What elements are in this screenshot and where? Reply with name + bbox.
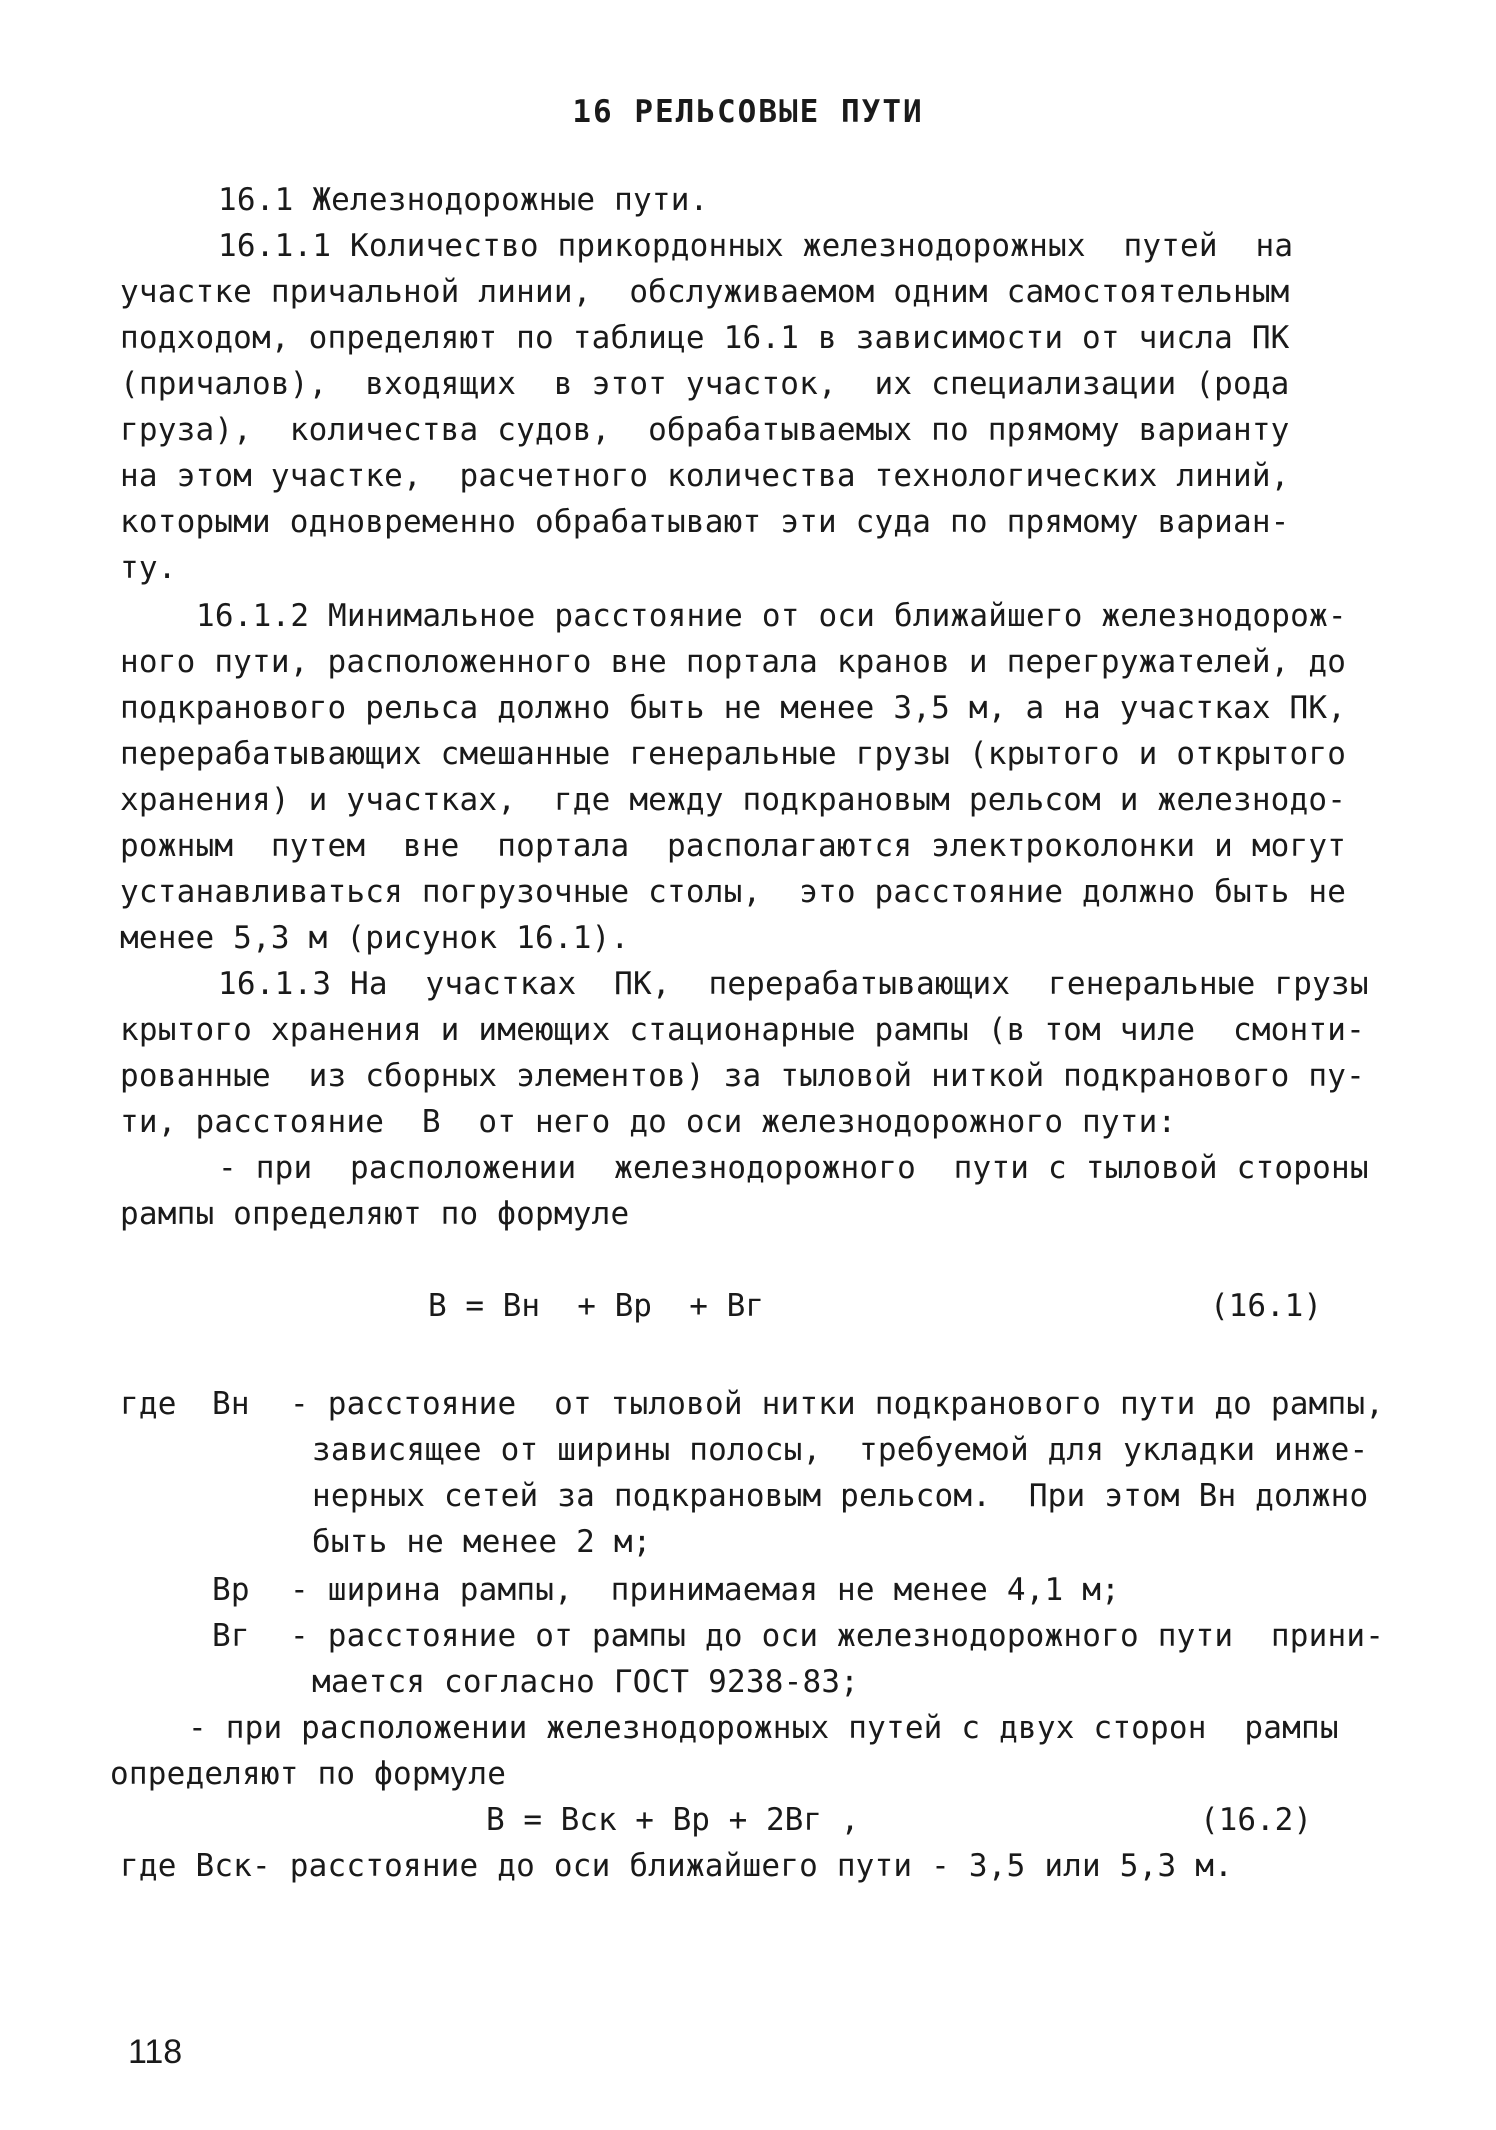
paragraph-line: хранения) и участках, где между подкрановым рельсом и железнодо- (120, 782, 1347, 818)
formula-16-2: В = Вск + Вр + 2Вг , (486, 1802, 860, 1838)
paragraph-line: участке причальной линии, обслуживаемом одним самостоятельным (120, 274, 1290, 310)
paragraph-line: 16.1.1 Количество прикордонных железнодорожных путей на (218, 228, 1294, 264)
formula-16-1: В = Вн + Вр + Вг (428, 1288, 764, 1324)
paragraph-line: 16.1.3 На участках ПК, перерабатывающих генеральные грузы (218, 966, 1369, 1002)
paragraph-line: перерабатывающих смешанные генеральные грузы (крытого и открытого (120, 736, 1347, 772)
page-number: 118 (128, 2033, 183, 2071)
term-vr: Вр (212, 1572, 250, 1608)
definition-line: - ширина рампы, принимаемая не менее 4,1 м; (290, 1572, 1120, 1608)
equation-number-16-1: (16.1) (1210, 1288, 1322, 1324)
equation-number-16-2: (16.2) (1200, 1802, 1312, 1838)
paragraph-line: (причалов), входящих в этот участок, их специализации (рода (120, 366, 1290, 402)
paragraph-line: рампы определяют по формуле (120, 1196, 630, 1232)
paragraph-line: 16.1.2 Минимальное расстояние от оси ближайшего железнодорож- (196, 598, 1347, 634)
definition-line: мается согласно ГОСТ 9238-83; (312, 1664, 860, 1700)
paragraph-line: менее 5,3 м (рисунок 16.1). (120, 920, 630, 956)
definition-line: - расстояние от рампы до оси железнодорожного пути прини- (290, 1618, 1385, 1654)
formula-legend-16-2: где Вск- расстояние до оси ближайшего пути - 3,5 или 5,3 м. (120, 1848, 1233, 1884)
definition-line: зависящее от ширины полосы, требуемой для укладки инже- (312, 1432, 1369, 1468)
paragraph-line: рованные из сборных элементов) за тыловой ниткой подкранового пу- (120, 1058, 1365, 1094)
definition-line: - расстояние от тыловой нитки подкранового пути до рампы, (290, 1386, 1385, 1422)
definition-line: быть не менее 2 м; (312, 1524, 652, 1560)
paragraph-line: которыми одновременно обрабатывают эти суда по прямому вариан- (120, 504, 1290, 540)
paragraph-line: - при расположении железнодорожных путей с двух сторон рампы (188, 1710, 1339, 1746)
paragraph-line: ту. (120, 550, 177, 586)
paragraph-line: крытого хранения и имеющих стационарные рампы (в том чиле смонти- (120, 1012, 1365, 1048)
paragraph-line: - при расположении железнодорожного пути с тыловой стороны (218, 1150, 1369, 1186)
section-title: 16 РЕЛЬСОВЫЕ ПУТИ (572, 94, 924, 130)
paragraph-line: подходом, определяют по таблице 16.1 в зависимости от числа ПК (120, 320, 1290, 356)
paragraph-line: устанавливаться погрузочные столы, это расстояние должно быть не (120, 874, 1347, 910)
definition-line: нерных сетей за подкрановым рельсом. При этом Вн должно (312, 1478, 1369, 1514)
paragraph-line: подкранового рельса должно быть не менее 3,5 м, а на участках ПК, (120, 690, 1347, 726)
term-vn: Вн (212, 1386, 250, 1422)
subsection-heading-16-1: 16.1 Железнодорожные пути. (218, 182, 709, 218)
where-label: где (120, 1386, 177, 1422)
paragraph-line: груза), количества судов, обрабатываемых по прямому варианту (120, 412, 1290, 448)
paragraph-line: рожным путем вне портала располагаются электроколонки и могут (120, 828, 1347, 864)
paragraph-line: определяют по формуле (110, 1756, 507, 1792)
paragraph-line: ти, расстояние В от него до оси железнодорожного пути: (120, 1104, 1177, 1140)
paragraph-line: на этом участке, расчетного количества технологических линий, (120, 458, 1290, 494)
paragraph-line: ного пути, расположенного вне портала кранов и перегружателей, до (120, 644, 1347, 680)
term-vg: Вг (212, 1618, 250, 1654)
